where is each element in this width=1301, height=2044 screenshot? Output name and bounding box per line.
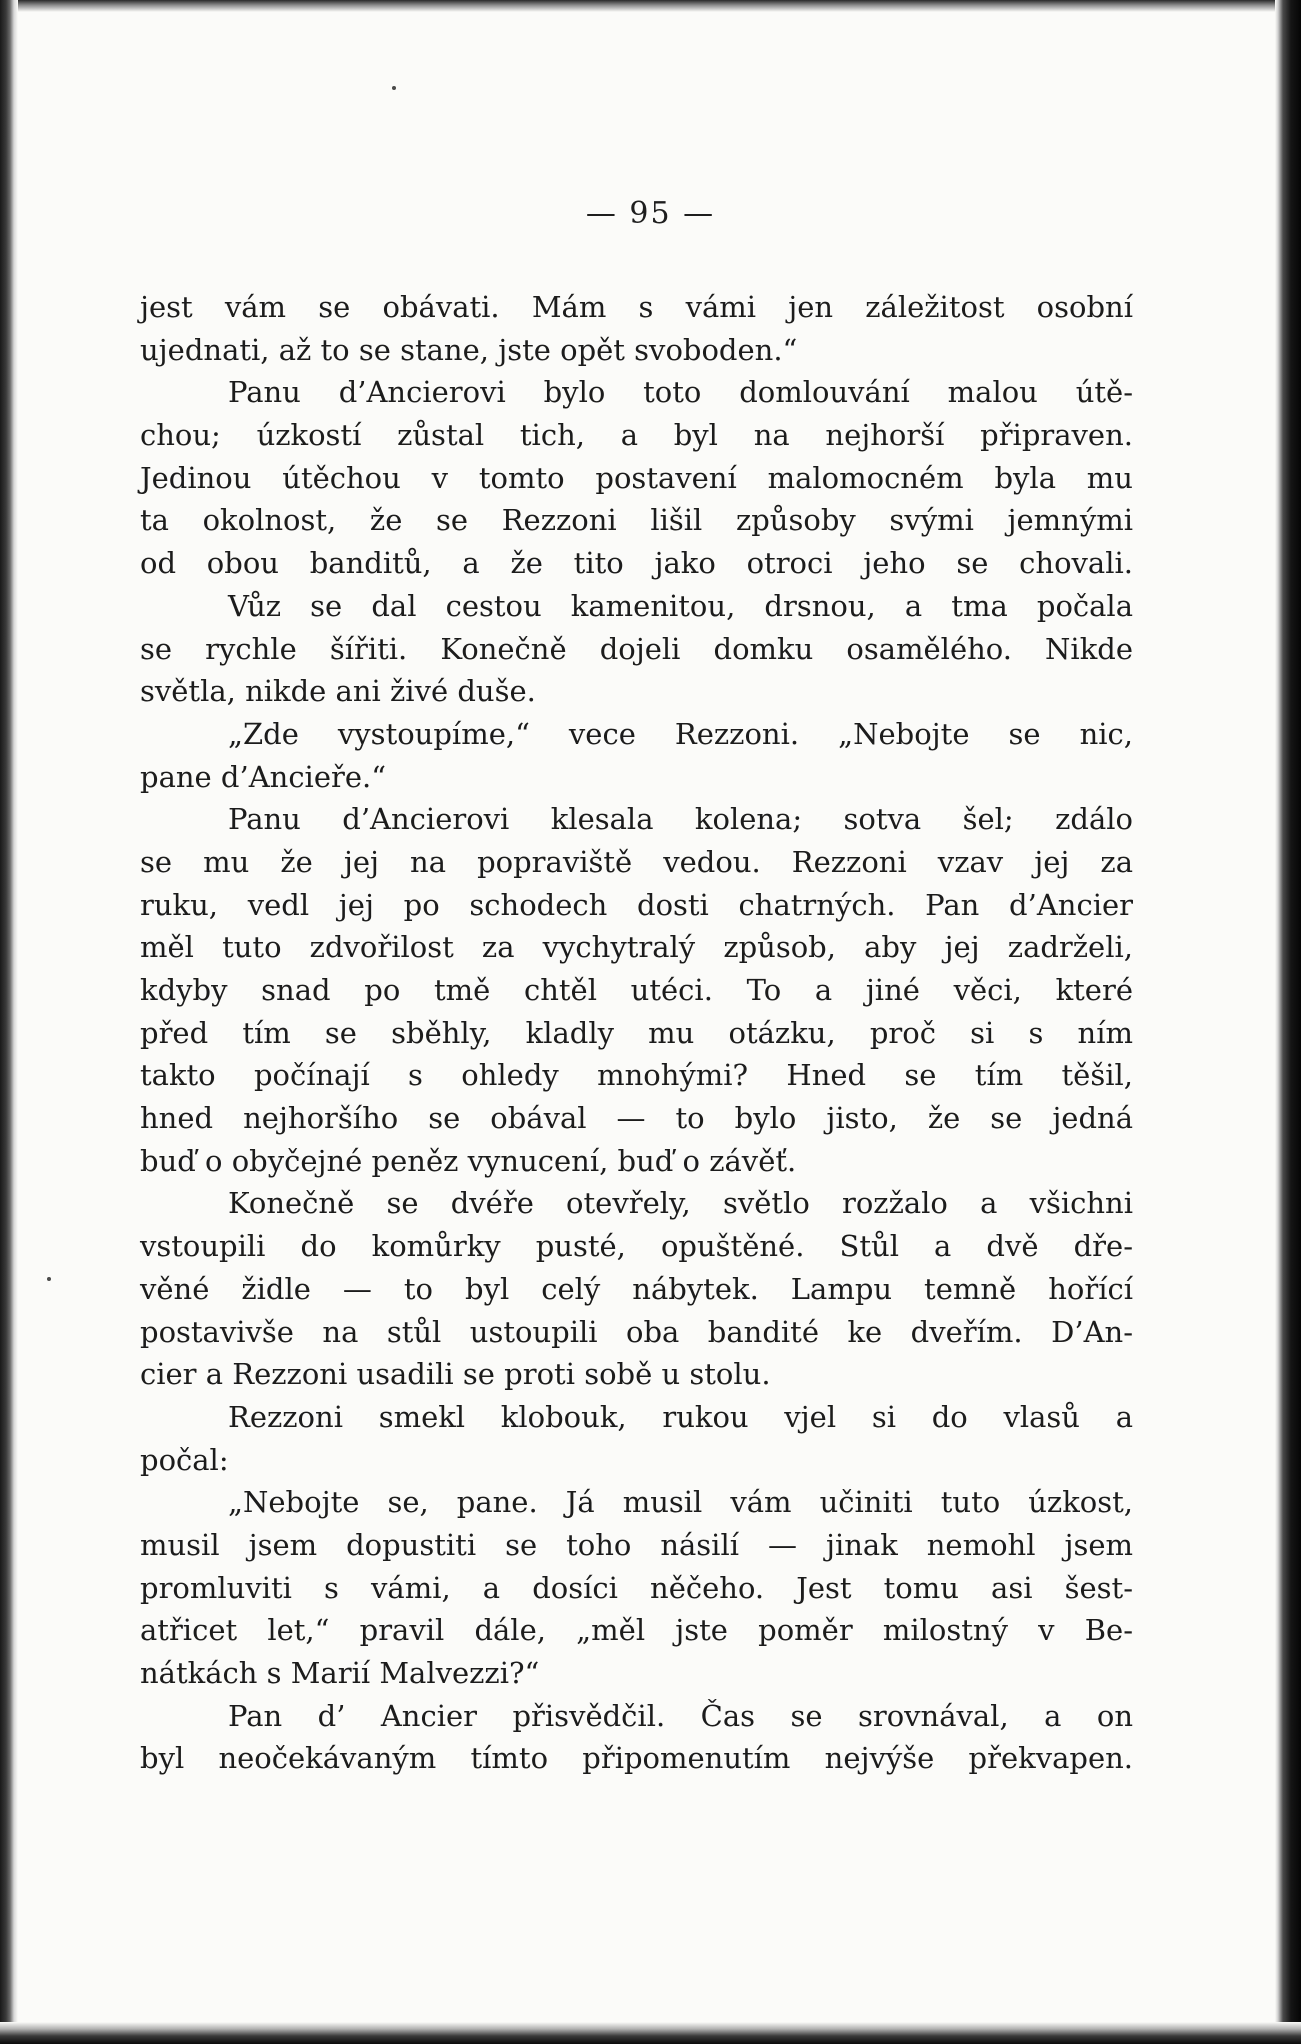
page-edge-right xyxy=(1275,0,1301,2044)
page-edge-bottom xyxy=(0,2022,1301,2044)
text-line: od obou banditů, a že tito jako otroci jeho se chovali. xyxy=(140,546,1133,581)
scan-speck xyxy=(392,86,396,90)
text-line: vstoupili do komůrky pusté, opuštěné. Stůl a dvě dře- xyxy=(140,1229,1133,1264)
text-line: Panu d’Ancierovi klesala kolena; sotva šel; zdálo xyxy=(228,802,1133,837)
text-line: hned nejhoršího se obával — to bylo jisto, že se jedná xyxy=(140,1101,1133,1136)
text-line: Vůz se dal cestou kamenitou, drsnou, a tma počala xyxy=(228,588,1133,623)
text-line: cier a Rezzoni usadili se proti sobě u stolu. xyxy=(140,1357,771,1392)
text-line: věné židle — to byl celý nábytek. Lampu temně hořící xyxy=(140,1271,1133,1306)
text-line: Pan d’ Ancier přisvědčil. Čas se srovnával, a on xyxy=(228,1698,1133,1733)
text-line: pane d’Ancieře.“ xyxy=(140,759,387,794)
text-line: se rychle šířiti. Konečně dojeli domku osamělého. Nikde xyxy=(140,631,1133,666)
text-line: nátkách s Marií Malvezzi?“ xyxy=(140,1656,540,1690)
text-line: počal: xyxy=(140,1442,229,1477)
scan-speck xyxy=(47,1277,51,1281)
text-line: Konečně se dvéře otevřely, světlo rozžalo a všichni xyxy=(228,1186,1133,1221)
text-line: buď o obyčejné peněz vynucení, buď o závěť. xyxy=(140,1143,797,1178)
text-line: atřicet let,“ pravil dále, „měl jste poměr milostný v Be- xyxy=(140,1613,1133,1648)
text-line: kdyby snad po tmě chtěl utéci. To a jiné věci, které xyxy=(140,973,1133,1007)
page-number: — 95 — xyxy=(585,196,716,231)
text-line: před tím se sběhly, kladly mu otázku, proč si s ním xyxy=(140,1015,1133,1050)
text-line: musil jsem dopustiti se toho násilí — jinak nemohl jsem xyxy=(140,1527,1133,1562)
text-line: takto počínají s ohledy mnohými? Hned se tím těšil, xyxy=(140,1058,1133,1093)
text-line: chou; úzkostí zůstal tich, a byl na nejhorší připraven. xyxy=(140,418,1133,453)
body-text xyxy=(140,286,1133,1780)
text-line: byl neočekávaným tímto připomenutím nejvýše překvapen. xyxy=(140,1741,1133,1776)
text-line: měl tuto zdvořilost za vychytralý způsob, aby jej zadrželi, xyxy=(140,930,1133,965)
text-line: jest vám se obávati. Mám s vámi jen záležitost osobní xyxy=(140,290,1133,324)
text-line: ujednati, až to se stane, jste opět svoboden.“ xyxy=(140,332,798,367)
text-line: ruku, vedl jej po schodech dosti chatrných. Pan d’Ancier xyxy=(140,887,1133,922)
text-line: ta okolnost, že se Rezzoni lišil způsoby svými jemnými xyxy=(140,503,1133,538)
text-line: Panu d’Ancierovi bylo toto domlouvání malou útě- xyxy=(228,375,1133,410)
text-line: „Nebojte se, pane. Já musil vám učiniti tuto úzkost, xyxy=(228,1485,1133,1520)
page-edge-left xyxy=(0,0,18,2044)
text-line: světla, nikde ani živé duše. xyxy=(140,674,536,709)
text-line: Rezzoni smekl klobouk, rukou vjel si do vlasů a xyxy=(228,1399,1133,1434)
text-line: Jedinou útěchou v tomto postavení malomocném byla mu xyxy=(140,460,1133,495)
text-line: promluviti s vámi, a dosíci něčeho. Jest tomu asi šest- xyxy=(140,1570,1133,1605)
text-line: „Zde vystoupíme,“ vece Rezzoni. „Nebojte se nic, xyxy=(228,716,1133,751)
text-line: se mu že jej na popraviště vedou. Rezzoni vzav jej za xyxy=(140,844,1133,879)
text-line: postavivše na stůl ustoupili oba bandité ke dveřím. D’An- xyxy=(140,1314,1133,1349)
page-edge-top xyxy=(0,0,1301,12)
